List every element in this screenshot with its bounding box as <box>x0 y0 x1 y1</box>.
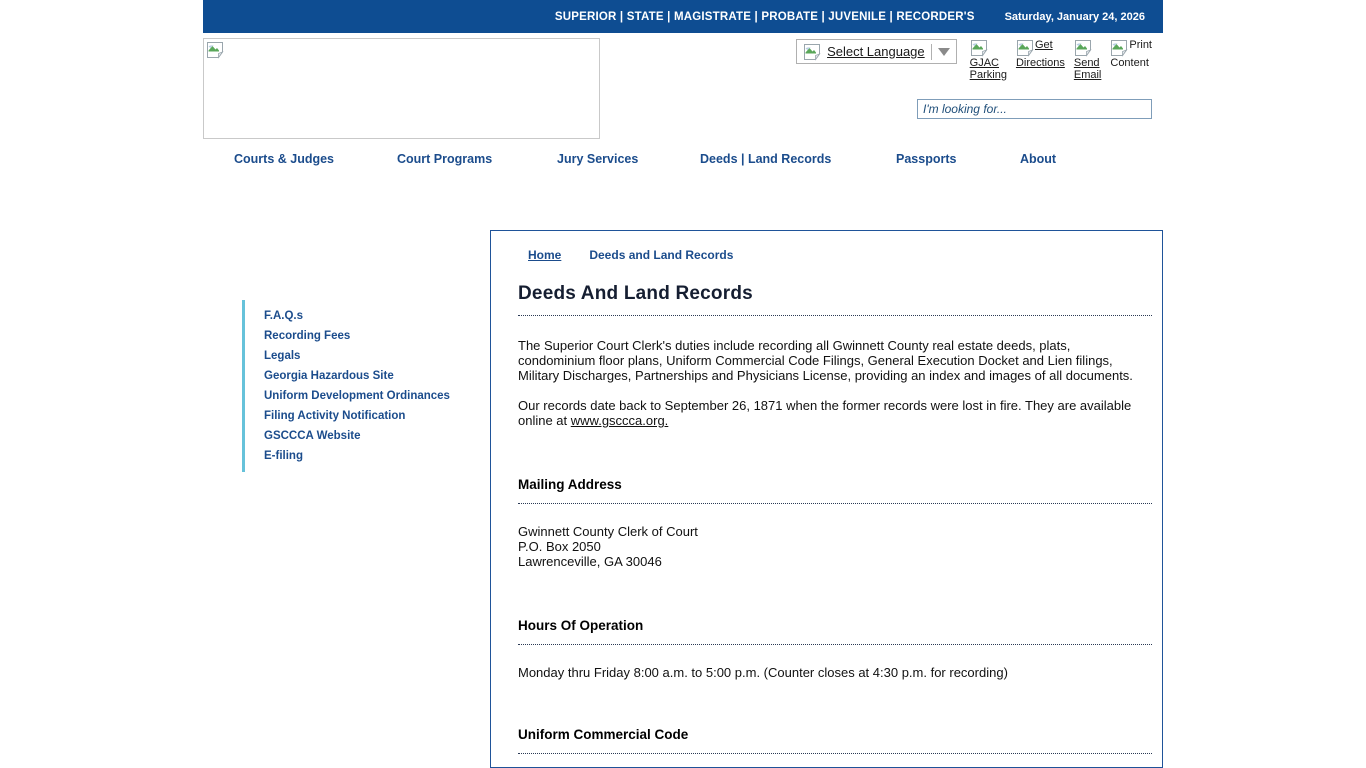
sidebar-item-uniform-development-ordinances[interactable]: Uniform Development Ordinances <box>264 390 450 402</box>
address-line: Lawrenceville, GA 30046 <box>518 554 662 569</box>
divider <box>931 44 932 60</box>
gsccca-link[interactable]: www.gsccca.org. <box>570 413 669 428</box>
nav-passports[interactable]: Passports <box>896 152 957 166</box>
link-text[interactable]: GJAC <box>969 57 999 69</box>
broken-image-icon <box>206 41 224 59</box>
section-heading: Hours Of Operation <box>518 618 644 633</box>
top-bar <box>203 0 1163 33</box>
section-heading: Mailing Address <box>518 477 622 492</box>
breadcrumb <box>528 248 1152 262</box>
chevron-down-icon[interactable] <box>938 48 950 56</box>
sidebar-item-filing-activity-notification[interactable]: Filing Activity Notification <box>264 410 406 422</box>
gjac-parking-link[interactable] <box>970 39 1007 81</box>
header <box>203 33 1163 140</box>
sidebar-item-georgia-hazardous-site[interactable]: Georgia Hazardous Site <box>264 370 394 382</box>
nav-about[interactable]: About <box>1020 152 1057 166</box>
search-area <box>917 99 1152 119</box>
link-text[interactable]: Directions <box>1015 57 1065 69</box>
mailing-address-block <box>518 524 1152 569</box>
nav-jury-services[interactable]: Jury Services <box>557 152 639 166</box>
nav-court-programs[interactable]: Court Programs <box>397 152 493 166</box>
broken-image-icon <box>970 39 988 57</box>
page-container <box>203 0 1163 768</box>
broken-image-icon <box>1016 39 1034 57</box>
records-paragraph-text: Our records date back to September 26, 1871 when the former records were lost in fire. They are available online at <box>518 398 1132 428</box>
link-text[interactable]: Send <box>1073 57 1100 69</box>
courts-list: SUPERIOR | STATE | MAGISTRATE | PROBATE | JUVENILE | RECORDER'S <box>554 10 975 23</box>
nav-courts-judges[interactable]: Courts & Judges <box>234 152 335 166</box>
divider <box>518 315 1152 316</box>
print-content-link[interactable] <box>1110 39 1152 69</box>
ucc-section <box>518 727 1152 754</box>
sidebar-menu <box>242 300 450 472</box>
content-panel <box>490 230 1163 768</box>
broken-image-icon <box>1110 39 1128 57</box>
broken-image-icon <box>1074 39 1092 57</box>
address-line: Gwinnett County Clerk of Court <box>518 524 698 539</box>
language-selector[interactable] <box>796 39 957 64</box>
main-area <box>203 180 1163 768</box>
utility-links-bar <box>796 39 1152 81</box>
link-text[interactable]: Content <box>1110 57 1149 69</box>
broken-image-icon <box>803 43 821 61</box>
mailing-address-section <box>518 477 1152 569</box>
divider <box>518 753 1152 754</box>
breadcrumb-home-link[interactable]: Home <box>528 248 562 262</box>
link-text[interactable]: Parking <box>969 69 1007 81</box>
select-language-label[interactable]: Select Language <box>827 44 925 59</box>
sidebar-item-gsccca-website[interactable]: GSCCCA Website <box>264 430 361 442</box>
address-line: P.O. Box 2050 <box>518 539 601 554</box>
site-logo-broken-image[interactable] <box>203 38 600 139</box>
records-paragraph <box>518 398 1136 428</box>
search-input[interactable] <box>917 99 1152 119</box>
intro-paragraph: The Superior Court Clerk's duties include recording all Gwinnett County real estate deeds, plats, condominium floor plans, Uniform Commercial Code Filings, General Execution Docket and Lien filings, Military Discharges, Partnerships and Physicians License, providing an index and images of all documents. <box>518 338 1133 383</box>
breadcrumb-current: Deeds and Land Records <box>589 248 734 262</box>
hours-text: Monday thru Friday 8:00 a.m. to 5:00 p.m. (Counter closes at 4:30 p.m. for recording) <box>518 665 1008 680</box>
divider <box>518 644 1152 645</box>
nav-deeds-land-records[interactable]: Deeds | Land Records <box>700 152 832 166</box>
divider <box>518 503 1152 504</box>
sidebar-item-e-filing[interactable]: E-filing <box>264 450 303 462</box>
link-text[interactable]: Get <box>1034 39 1053 51</box>
get-directions-link[interactable] <box>1016 39 1065 69</box>
section-heading: Uniform Commercial Code <box>518 727 689 742</box>
link-text[interactable]: Print <box>1129 39 1152 51</box>
main-nav <box>203 140 1163 180</box>
link-text[interactable]: Email <box>1073 69 1102 81</box>
page-title: Deeds And Land Records <box>518 283 753 304</box>
sidebar-item-faqs[interactable]: F.A.Q.s <box>264 310 303 322</box>
current-date: Saturday, January 24, 2026 <box>1004 10 1145 23</box>
sidebar-item-legals[interactable]: Legals <box>264 350 301 362</box>
send-email-link[interactable] <box>1074 39 1102 81</box>
hours-section <box>518 618 1152 680</box>
sidebar-item-recording-fees[interactable]: Recording Fees <box>264 330 351 342</box>
